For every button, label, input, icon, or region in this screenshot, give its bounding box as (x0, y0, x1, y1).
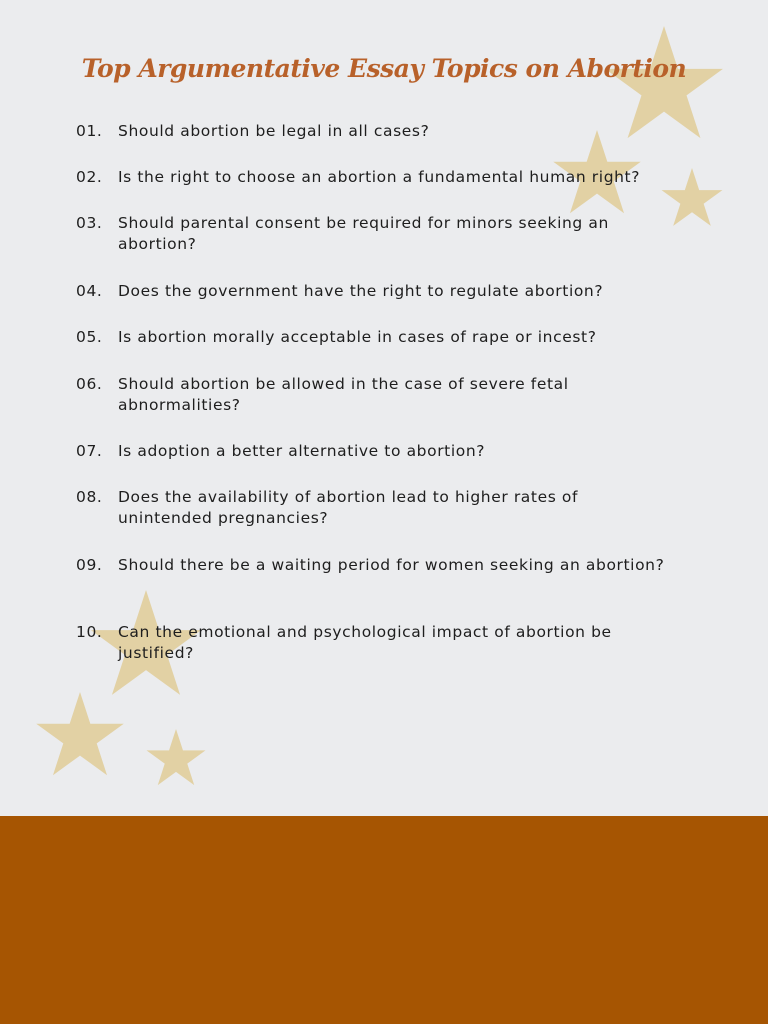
topic-number: 03. (76, 214, 103, 232)
topic-number: 02. (76, 168, 103, 186)
list-item (76, 622, 676, 664)
footer-band (0, 816, 768, 1024)
star-icon (147, 729, 206, 785)
list-item (76, 213, 676, 255)
list-item (76, 555, 676, 576)
list-item (76, 487, 676, 529)
topic-number: 04. (76, 282, 103, 300)
list-item (76, 327, 676, 348)
list-item (76, 167, 676, 188)
topic-number: 07. (76, 442, 103, 460)
star-icon (36, 692, 123, 775)
list-item (76, 281, 676, 302)
topic-text: Should abortion be legal in all cases? (118, 122, 430, 140)
topic-text: Should there be a waiting period for women seeking an abortion? (118, 556, 665, 574)
list-item (76, 441, 676, 462)
list-item (76, 374, 676, 416)
page-title: Top Argumentative Essay Topics on Abortion (81, 54, 687, 83)
list-item (76, 121, 676, 142)
topic-number: 10. (76, 623, 103, 641)
topic-number: 06. (76, 375, 103, 393)
topic-number: 01. (76, 122, 103, 140)
topic-text: Should abortion be allowed in the case of severe fetal abnormalities? (118, 375, 569, 414)
topic-text: Can the emotional and psychological impact of abortion be justified? (118, 623, 612, 662)
topic-text: Is adoption a better alternative to abortion? (118, 442, 486, 460)
topic-text: Does the availability of abortion lead to higher rates of unintended pregnancies? (118, 488, 579, 527)
topic-number: 09. (76, 556, 103, 574)
topic-number: 08. (76, 488, 103, 506)
topic-text: Is the right to choose an abortion a fundamental human right? (118, 168, 641, 186)
topic-text: Should parental consent be required for minors seeking an abortion? (118, 214, 609, 253)
topic-text: Is abortion morally acceptable in cases of rape or incest? (118, 328, 597, 346)
topic-text: Does the government have the right to regulate abortion? (118, 282, 604, 300)
topic-number: 05. (76, 328, 103, 346)
